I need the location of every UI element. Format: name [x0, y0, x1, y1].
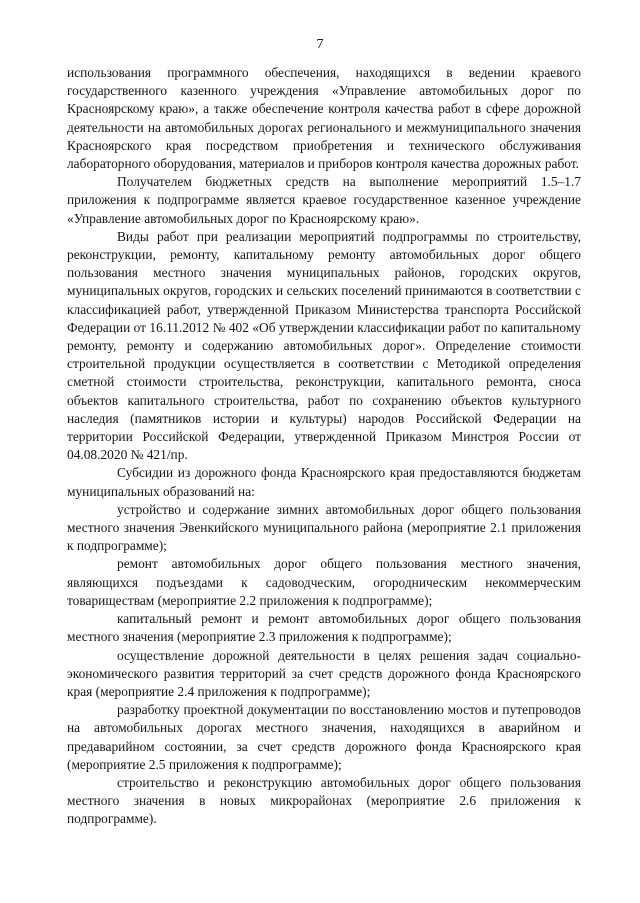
paragraph-measure-2-3: капитальный ремонт и ремонт автомобильных дорог общего пользования местного значения (мероприятие 2.3 приложения к подпрограмме);	[67, 611, 581, 645]
paragraph-subsidies-intro: Субсидии из дорожного фонда Красноярского края предоставляются бюджетам муниципальных образований на:	[67, 465, 581, 499]
paragraph-measure-2-4: осуществление дорожной деятельности в целях решения задач социально-экономического развития территорий за счет средств дорожного фонда Красноярского края (мероприятие 2.4 приложения к подпрограмме);	[67, 647, 581, 699]
document-body	[67, 64, 581, 829]
paragraph-measure-2-1: устройство и содержание зимних автомобильных дорог общего пользования местного значения Эвенкийского муниципального района (мероприятие 2.1 приложения к подпрограмме);	[67, 501, 581, 554]
paragraph-measure-2-5: разработку проектной документации по восстановлению мостов и путепроводов на автомобильных дорогах местного значения, находящихся в аварийном и предаварийном состоянии, за счет средств дорожного фонда Красноярского края (мероприятие 2.5 приложения к подпрограмме);	[67, 702, 581, 772]
paragraph-continuation: использования программного обеспечения, находящихся в ведении краевого государственного казенного учреждения «Управление автомобильных дорог по Красноярскому краю», а также обеспечение контроля качества работ в сфере дорожной деятельности на автомобильных дорогах регионального и межмуниципального значения Красноярского края посредством приобретения и технического обслуживания лабораторного оборудования, материалов и приборов контроля качества дорожных работ.	[67, 65, 581, 172]
paragraph-work-types: Виды работ при реализации мероприятий подпрограммы по строительству, реконструкции, ремонту, капитальному ремонту автомобильных дорог общего пользования местного значения муниципальных районов, городских округов, муниципальных округов, городских и сельских поселений принимаются в соответствии с классификацией работ, утвержденной Приказом Министерства транспорта Российской Федерации от 16.11.2012 № 402 «Об утверждении классификации работ по капитальному ремонту, ремонту и содержанию автомобильных дорог». Определение стоимости строительной продукции осуществляется в соответствии с Методикой определения сметной стоимости строительства, реконструкции, капитального ремонта, сноса объектов капитального строительства, работ по сохранению объектов культурного наследия (памятников истории и культуры) народов Российской Федерации на территории Российской Федерации, утвержденной Приказом Минстроя России от 04.08.2020 № 421/пр.	[67, 228, 581, 463]
page-number: 7	[316, 37, 324, 52]
paragraph-measure-2-6: строительство и реконструкцию автомобильных дорог общего пользования местного значения в новых микрорайонах (мероприятие 2.6 приложения к подпрограмме).	[67, 774, 581, 827]
paragraph-measure-2-2: ремонт автомобильных дорог общего пользования местного значения, являющихся подъездами к садоводческим, огородническим некоммерческим товариществам (мероприятие 2.2 приложения к подпрограмме);	[67, 556, 581, 608]
paragraph-budget-recipient: Получателем бюджетных средств на выполнение мероприятий 1.5–1.7 приложения к подпрограмме является краевое государственное казенное учреждение «Управление автомобильных дорог по Красноярскому краю».	[67, 174, 581, 226]
